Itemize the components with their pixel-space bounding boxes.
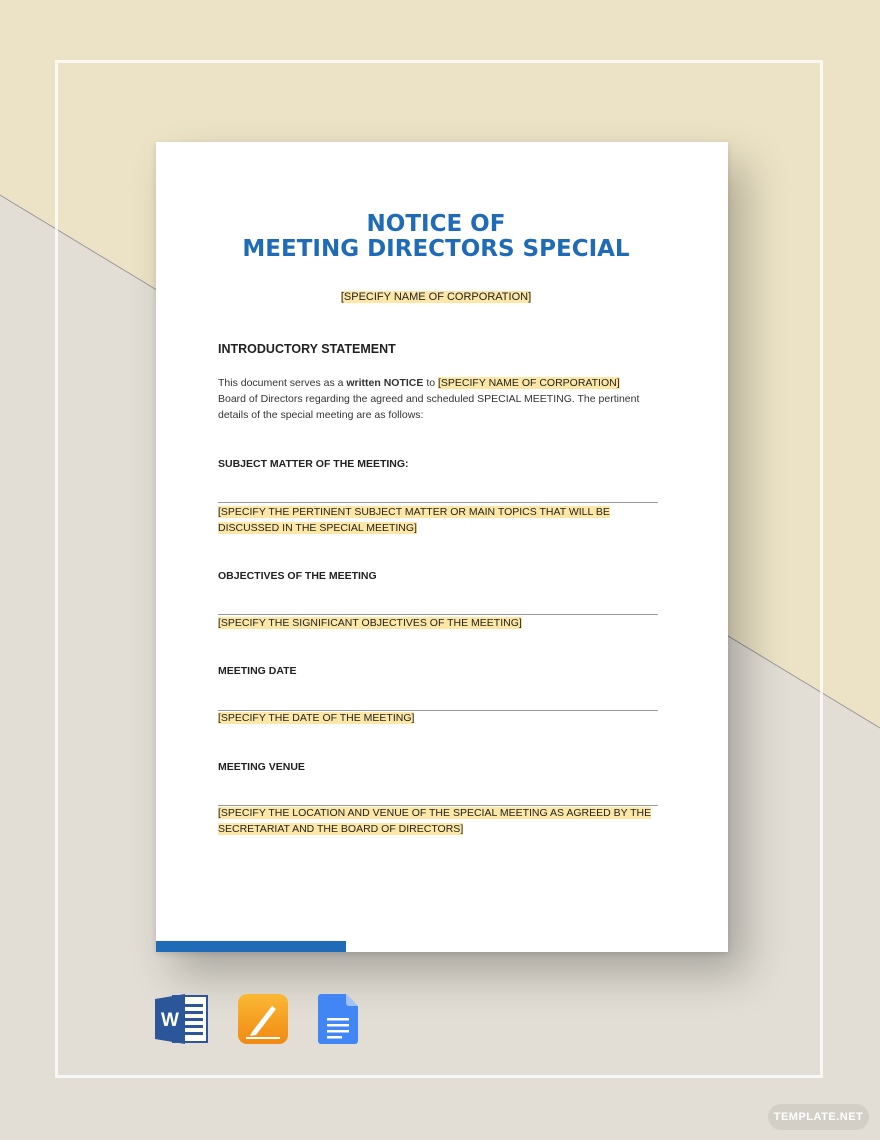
section-field-date: [218, 710, 658, 726]
word-icon[interactable]: [155, 994, 209, 1044]
section-field-objectives: [218, 615, 658, 631]
pages-icon[interactable]: [238, 994, 288, 1044]
section-field-subject: [218, 504, 658, 536]
intro-highlight: [SPECIFY NAME OF CORPORATION]: [438, 377, 620, 389]
section-label-venue: MEETING VENUE: [218, 761, 305, 773]
intro-text-3: Board of Directors regarding the agreed and scheduled SPECIAL MEETING. The pertinent details of the special meeting are as follows:: [218, 393, 640, 421]
divider: [218, 502, 658, 503]
google-docs-icon[interactable]: [318, 994, 358, 1044]
accent-bar: [156, 941, 346, 952]
intro-heading: INTRODUCTORY STATEMENT: [218, 342, 396, 356]
section-field-venue: [218, 805, 658, 837]
placeholder-objectives: [SPECIFY THE SIGNIFICANT OBJECTIVES OF THE MEETING]: [218, 617, 522, 629]
section-label-objectives: OBJECTIVES OF THE MEETING: [218, 570, 377, 582]
section-label-date: MEETING DATE: [218, 665, 297, 677]
placeholder-date: [SPECIFY THE DATE OF THE MEETING]: [218, 712, 415, 724]
intro-paragraph: [218, 375, 648, 423]
corporation-placeholder: [SPECIFY NAME OF CORPORATION]: [340, 291, 532, 303]
intro-text-2: to: [423, 377, 438, 389]
title-line-2: MEETING DIRECTORS SPECIAL: [242, 236, 630, 262]
title-line-1: NOTICE OF: [366, 211, 506, 237]
section-label-subject: SUBJECT MATTER OF THE MEETING:: [218, 458, 409, 470]
svg-text:W: W: [161, 1010, 179, 1031]
watermark-badge: TEMPLATE.NET: [768, 1104, 869, 1130]
document-page: [156, 142, 728, 952]
placeholder-venue: [SPECIFY THE LOCATION AND VENUE OF THE SPECIAL MEETING AS AGREED BY THE SECRETARIAT AND THE BOARD OF DIRECTORS]: [218, 807, 652, 835]
placeholder-subject: [SPECIFY THE PERTINENT SUBJECT MATTER OR MAIN TOPICS THAT WILL BE DISCUSSED IN THE SPECIAL MEETING]: [218, 506, 610, 534]
page-title: [156, 212, 716, 262]
corporation-name: [156, 291, 716, 303]
intro-bold: written NOTICE: [346, 377, 424, 389]
intro-text-1: This document serves as a: [218, 377, 347, 389]
